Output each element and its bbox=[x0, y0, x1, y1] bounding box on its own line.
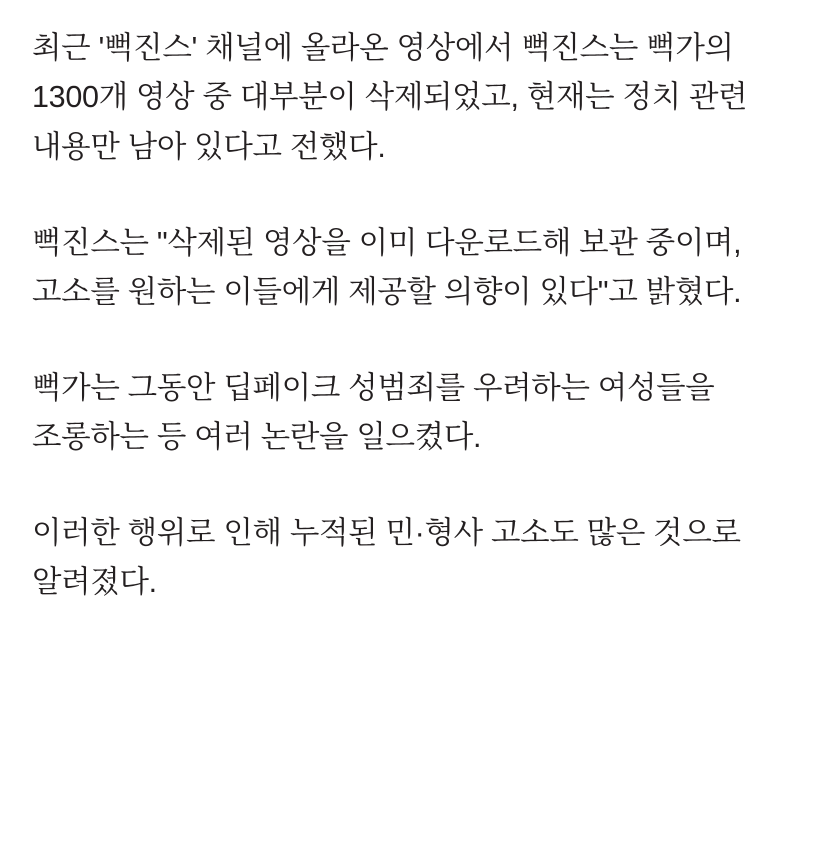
article-paragraph: 최근 '뻑진스' 채널에 올라온 영상에서 뻑진스는 뻑가의 1300개 영상 중 대부분이 삭제되었고, 현재는 정치 관련 내용만 남아 있다고 전했다. bbox=[32, 31, 748, 164]
article-paragraph: 뻑진스는 "삭제된 영상을 이미 다운로드해 보관 중이며, 고소를 원하는 이들에게 제공할 의향이 있다"고 밝혔다. bbox=[32, 225, 742, 309]
article-paragraph: 뻑가는 그동안 딥페이크 성범죄를 우려하는 여성들을 조롱하는 등 여러 논란을 일으켰다. bbox=[32, 370, 715, 455]
article-paragraph: 이러한 행위로 인해 누적된 민·형사 고소도 많은 것으로 알려졌다. bbox=[32, 515, 741, 600]
